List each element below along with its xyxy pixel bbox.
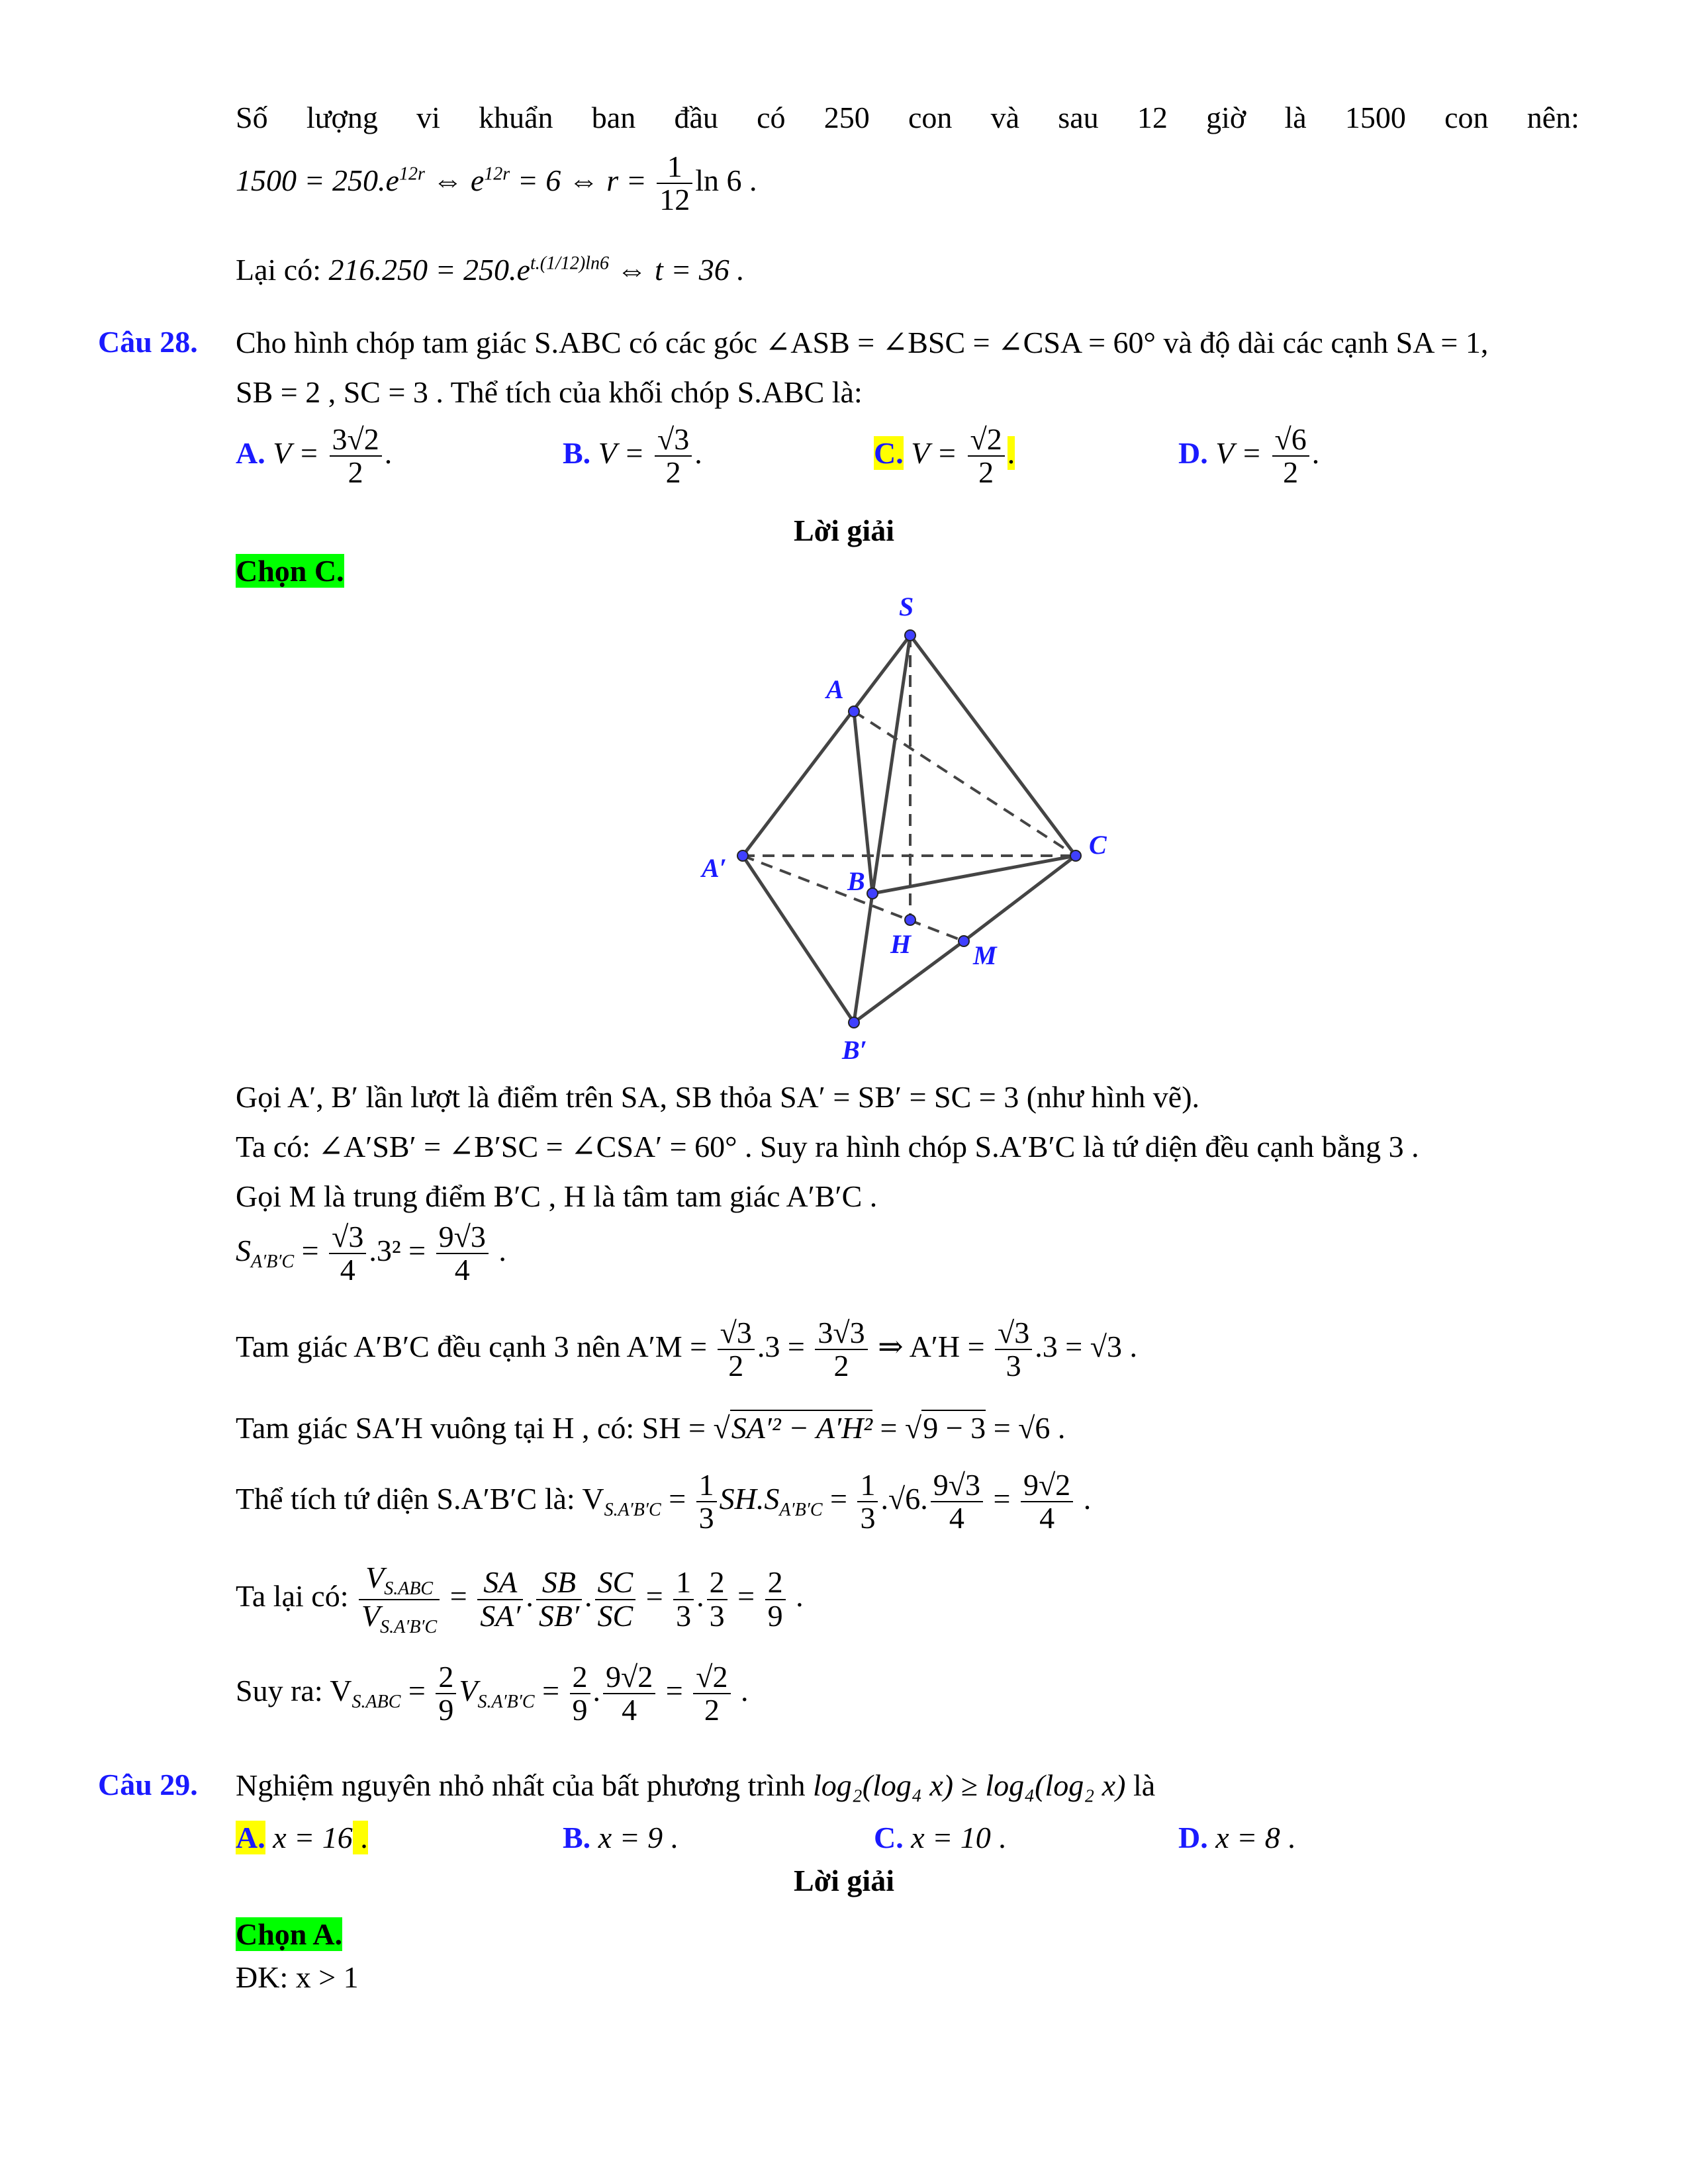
fraction: $\frac{2}{9}$: [436, 1661, 456, 1727]
step-am: Tam giác A′B′C đều cạnh 3 nên A′M = $\frac{√3}{2}$ .3 = $\frac{3√3}{2}$ ⇒ A′H = $\frac{√3}{3}$ .3 = √3 .: [236, 1316, 1137, 1383]
fraction: $\frac{1}{3}$: [673, 1567, 694, 1632]
intro-word: giờ: [1206, 101, 1246, 134]
edge: [872, 856, 1076, 893]
intro-word: con: [1444, 101, 1489, 134]
formula-part: ⇔ t = 36 .: [608, 253, 745, 287]
option-letter: C.: [874, 1821, 904, 1854]
step-final: Suy ra: $V_{S.ABC}$ = $\frac{2}{9}$ $V_{S.A'B'C}$ = $\frac{2}{9}$ . $\frac{9√2}{4}$ = $\frac{√2}{2}$ .: [236, 1660, 749, 1727]
option-expr: V =: [1215, 435, 1270, 470]
solution-title: Lời giải: [794, 1864, 894, 1897]
formula-part: 1500 = 250.e: [236, 163, 399, 197]
label-m: M: [973, 940, 997, 970]
option-expr: x = 16: [273, 1821, 353, 1854]
formula-part: ln 6 .: [695, 163, 757, 197]
choice-label: Chọn A.: [236, 1917, 343, 1951]
fraction: $\frac{9√3}{4}$: [436, 1221, 489, 1287]
step-ratio: Ta lại có: $\frac{V_{S.ABC}}{V_{S.A'B'C}}$ = $\frac{SA}{SA'}$ . $\frac{SB}{SB'}$ . $\frac{SC}{SC}$ = $\frac{1}{3}$ . $\frac{2}{3}$ = $\frac{2}{9}$ .: [236, 1561, 804, 1637]
label-c: C: [1089, 830, 1107, 860]
option-letter: B.: [563, 435, 591, 470]
option-c[interactable]: C. x = 10 .: [874, 1821, 1006, 1854]
question-stem-line-1: Cho hình chóp tam giác S.ABC có các góc ∠ASB = ∠BSC = ∠CSA = 60° và độ dài các cạnh SA = 1,: [236, 326, 1489, 359]
fraction: $\frac{3√2}{2}$: [330, 424, 382, 489]
option-expr: x = 8: [1215, 1821, 1280, 1854]
option-expr: x = 9: [598, 1821, 663, 1854]
fraction: $\frac{V_{S.ABC}}{V_{S.A'B'C}}$: [359, 1562, 440, 1637]
intro-word: 1500: [1344, 101, 1406, 134]
point-s: [905, 630, 915, 641]
intro-word: có: [757, 101, 786, 134]
fraction: $\frac{2}{3}$: [707, 1567, 727, 1632]
fraction: $\frac{2}{9}$: [570, 1661, 590, 1727]
intro-word: con: [908, 101, 953, 134]
option-b[interactable]: B. V = $\frac{√3}{2}$ .: [563, 422, 702, 490]
intro-word: khuẩn: [479, 101, 553, 134]
option-d[interactable]: D. V = $\frac{√6}{2}$ .: [1178, 422, 1320, 490]
fraction: $\frac{2}{9}$: [765, 1567, 786, 1632]
solution-step-1: Gọi A′, B′ lần lượt là điểm trên SA, SB thỏa SA′ = SB′ = SC = 3 (như hình vẽ).: [236, 1080, 1200, 1114]
option-letter: D.: [1178, 435, 1208, 470]
label-a: A: [826, 674, 844, 704]
intro-line-2: [236, 151, 757, 216]
fraction: $\frac{√6}{2}$: [1272, 424, 1309, 489]
fraction: $\frac{3√3}{2}$: [815, 1317, 867, 1383]
choice-label: Chọn C.: [236, 554, 344, 588]
fraction: $\frac{9√2}{4}$: [1021, 1469, 1073, 1535]
fraction: $\frac{9√3}{4}$: [931, 1469, 983, 1535]
point-m: [959, 936, 969, 946]
option-letter: A.: [236, 435, 265, 470]
point-b: [867, 888, 878, 899]
point-b-prime: [849, 1017, 859, 1028]
label-a-prime: A′: [702, 853, 727, 883]
intro-word: đầu: [674, 101, 718, 134]
condition: ĐK: x > 1: [236, 1960, 359, 1994]
option-expr: x = 10: [911, 1821, 991, 1854]
solution-step-2: Ta có: ∠A′SB′ = ∠B′SC = ∠CSA′ = 60° . Suy ra hình chóp S.A′B′C là tứ diện đều cạnh bằng 3 .: [236, 1130, 1419, 1163]
option-b[interactable]: B. x = 9 .: [563, 1821, 679, 1854]
option-expr: V =: [598, 435, 652, 470]
label-b-prime: B′: [842, 1035, 867, 1065]
exponent: 12r: [399, 163, 425, 185]
solution-title: Lời giải: [794, 514, 894, 547]
chosen-answer: [236, 1916, 342, 1952]
question-number: Câu 28.: [98, 325, 198, 359]
fraction: $\frac{1}{3}$: [696, 1469, 717, 1535]
solution-step-3: Gọi M là trung điểm B′C , H là tâm tam giác A′B′C .: [236, 1179, 878, 1213]
pyramid-figure: [688, 582, 1152, 1072]
option-letter: B.: [563, 1821, 591, 1854]
point-h: [905, 915, 915, 925]
fraction: $\frac{SB}{SB'}$: [536, 1567, 582, 1632]
step-sh: Tam giác SA′H vuông tại H , có: SH = √SA′² − A′H² = √9 − 3 = √6 .: [236, 1411, 1066, 1445]
intro-word: sau: [1058, 101, 1099, 134]
chosen-answer: [236, 553, 344, 589]
intro-word: nên:: [1526, 101, 1579, 134]
fraction: $\frac{√2}{2}$: [693, 1661, 730, 1727]
edge: [964, 856, 1076, 941]
fraction: $\frac{√2}{2}$: [968, 424, 1005, 489]
point-a: [849, 706, 859, 717]
fraction: $\frac{9√2}{4}$: [603, 1661, 655, 1727]
fraction: $\frac{√3}{2}$: [655, 424, 692, 489]
option-a[interactable]: A. x = 16 .: [236, 1821, 368, 1854]
label-s: S: [899, 592, 914, 621]
formula-part: = 6 ⇔ r =: [510, 163, 655, 197]
edge: [743, 856, 854, 1023]
intro-word: và: [990, 101, 1020, 134]
area-formula: $S_{A'B'C}$ = $\frac{√3}{4}$ .3² = $\frac{9√3}{4}$ .: [236, 1220, 506, 1287]
intro-line-1: [236, 99, 1579, 136]
option-expr: V =: [911, 435, 965, 470]
fraction: $\frac{1}{3}$: [857, 1469, 878, 1535]
formula-part: 216.250 = 250.e: [328, 253, 530, 287]
option-letter: A.: [236, 1821, 265, 1854]
intro-word: 12: [1137, 101, 1168, 134]
option-a[interactable]: A. V = $\frac{3√2}{2}$ .: [236, 422, 393, 490]
intro-word: 250: [823, 101, 870, 134]
intro-line-3: [236, 251, 745, 288]
fraction: $\frac{√3}{2}$: [718, 1317, 755, 1383]
option-expr: V =: [273, 435, 327, 470]
edge: [743, 635, 910, 856]
intro-word: lượng: [306, 101, 378, 134]
fraction: $\frac{√3}{4}$: [329, 1221, 366, 1287]
option-c[interactable]: C. V = $\frac{√2}{2}$ .: [874, 422, 1015, 490]
point-a-prime: [737, 850, 748, 861]
option-letter: D.: [1178, 1821, 1208, 1854]
intro-word: vi: [416, 101, 440, 134]
step-volume: Thể tích tứ diện S.A′B′C là: $V_{S.A'B'C}$ = $\frac{1}{3}$ $SH.S_{A'B'C}$ = $\frac{1}{3}$ .√6. $\frac{9√3}{4}$ = $\frac{9√2}{4}$ .: [236, 1468, 1092, 1535]
formula-part: ⇔ e: [424, 163, 485, 197]
intro-word: là: [1284, 101, 1307, 134]
fraction: $\frac{√3}{3}$: [995, 1317, 1032, 1383]
question-stem-line-2: SB = 2 , SC = 3 . Thể tích của khối chóp S.ABC là:: [236, 375, 863, 409]
option-letter: C.: [874, 435, 904, 470]
label-b: B: [847, 866, 865, 896]
label: Lại có:: [236, 253, 321, 287]
edge: [854, 893, 872, 1023]
intro-word: ban: [591, 101, 636, 134]
label-h: H: [890, 929, 912, 959]
point-c: [1070, 850, 1081, 861]
fraction: $\frac{SC}{SC}$: [595, 1567, 636, 1632]
question-stem: Nghiệm nguyên nhỏ nhất của bất phương trình log₂(log₄ x) ≥ log₄(log₂ x) là: [236, 1768, 1156, 1802]
fraction: $\frac{1}{12}$: [657, 151, 692, 216]
edge: [910, 635, 1076, 856]
intro-word: Số: [236, 101, 268, 134]
exponent: t.(1/12)ln6: [530, 253, 609, 274]
exponent: 12r: [484, 163, 510, 185]
question-number: Câu 29.: [98, 1768, 198, 1801]
option-d[interactable]: D. x = 8 .: [1178, 1821, 1295, 1854]
fraction: $\frac{SA}{SA'}$: [477, 1567, 523, 1632]
